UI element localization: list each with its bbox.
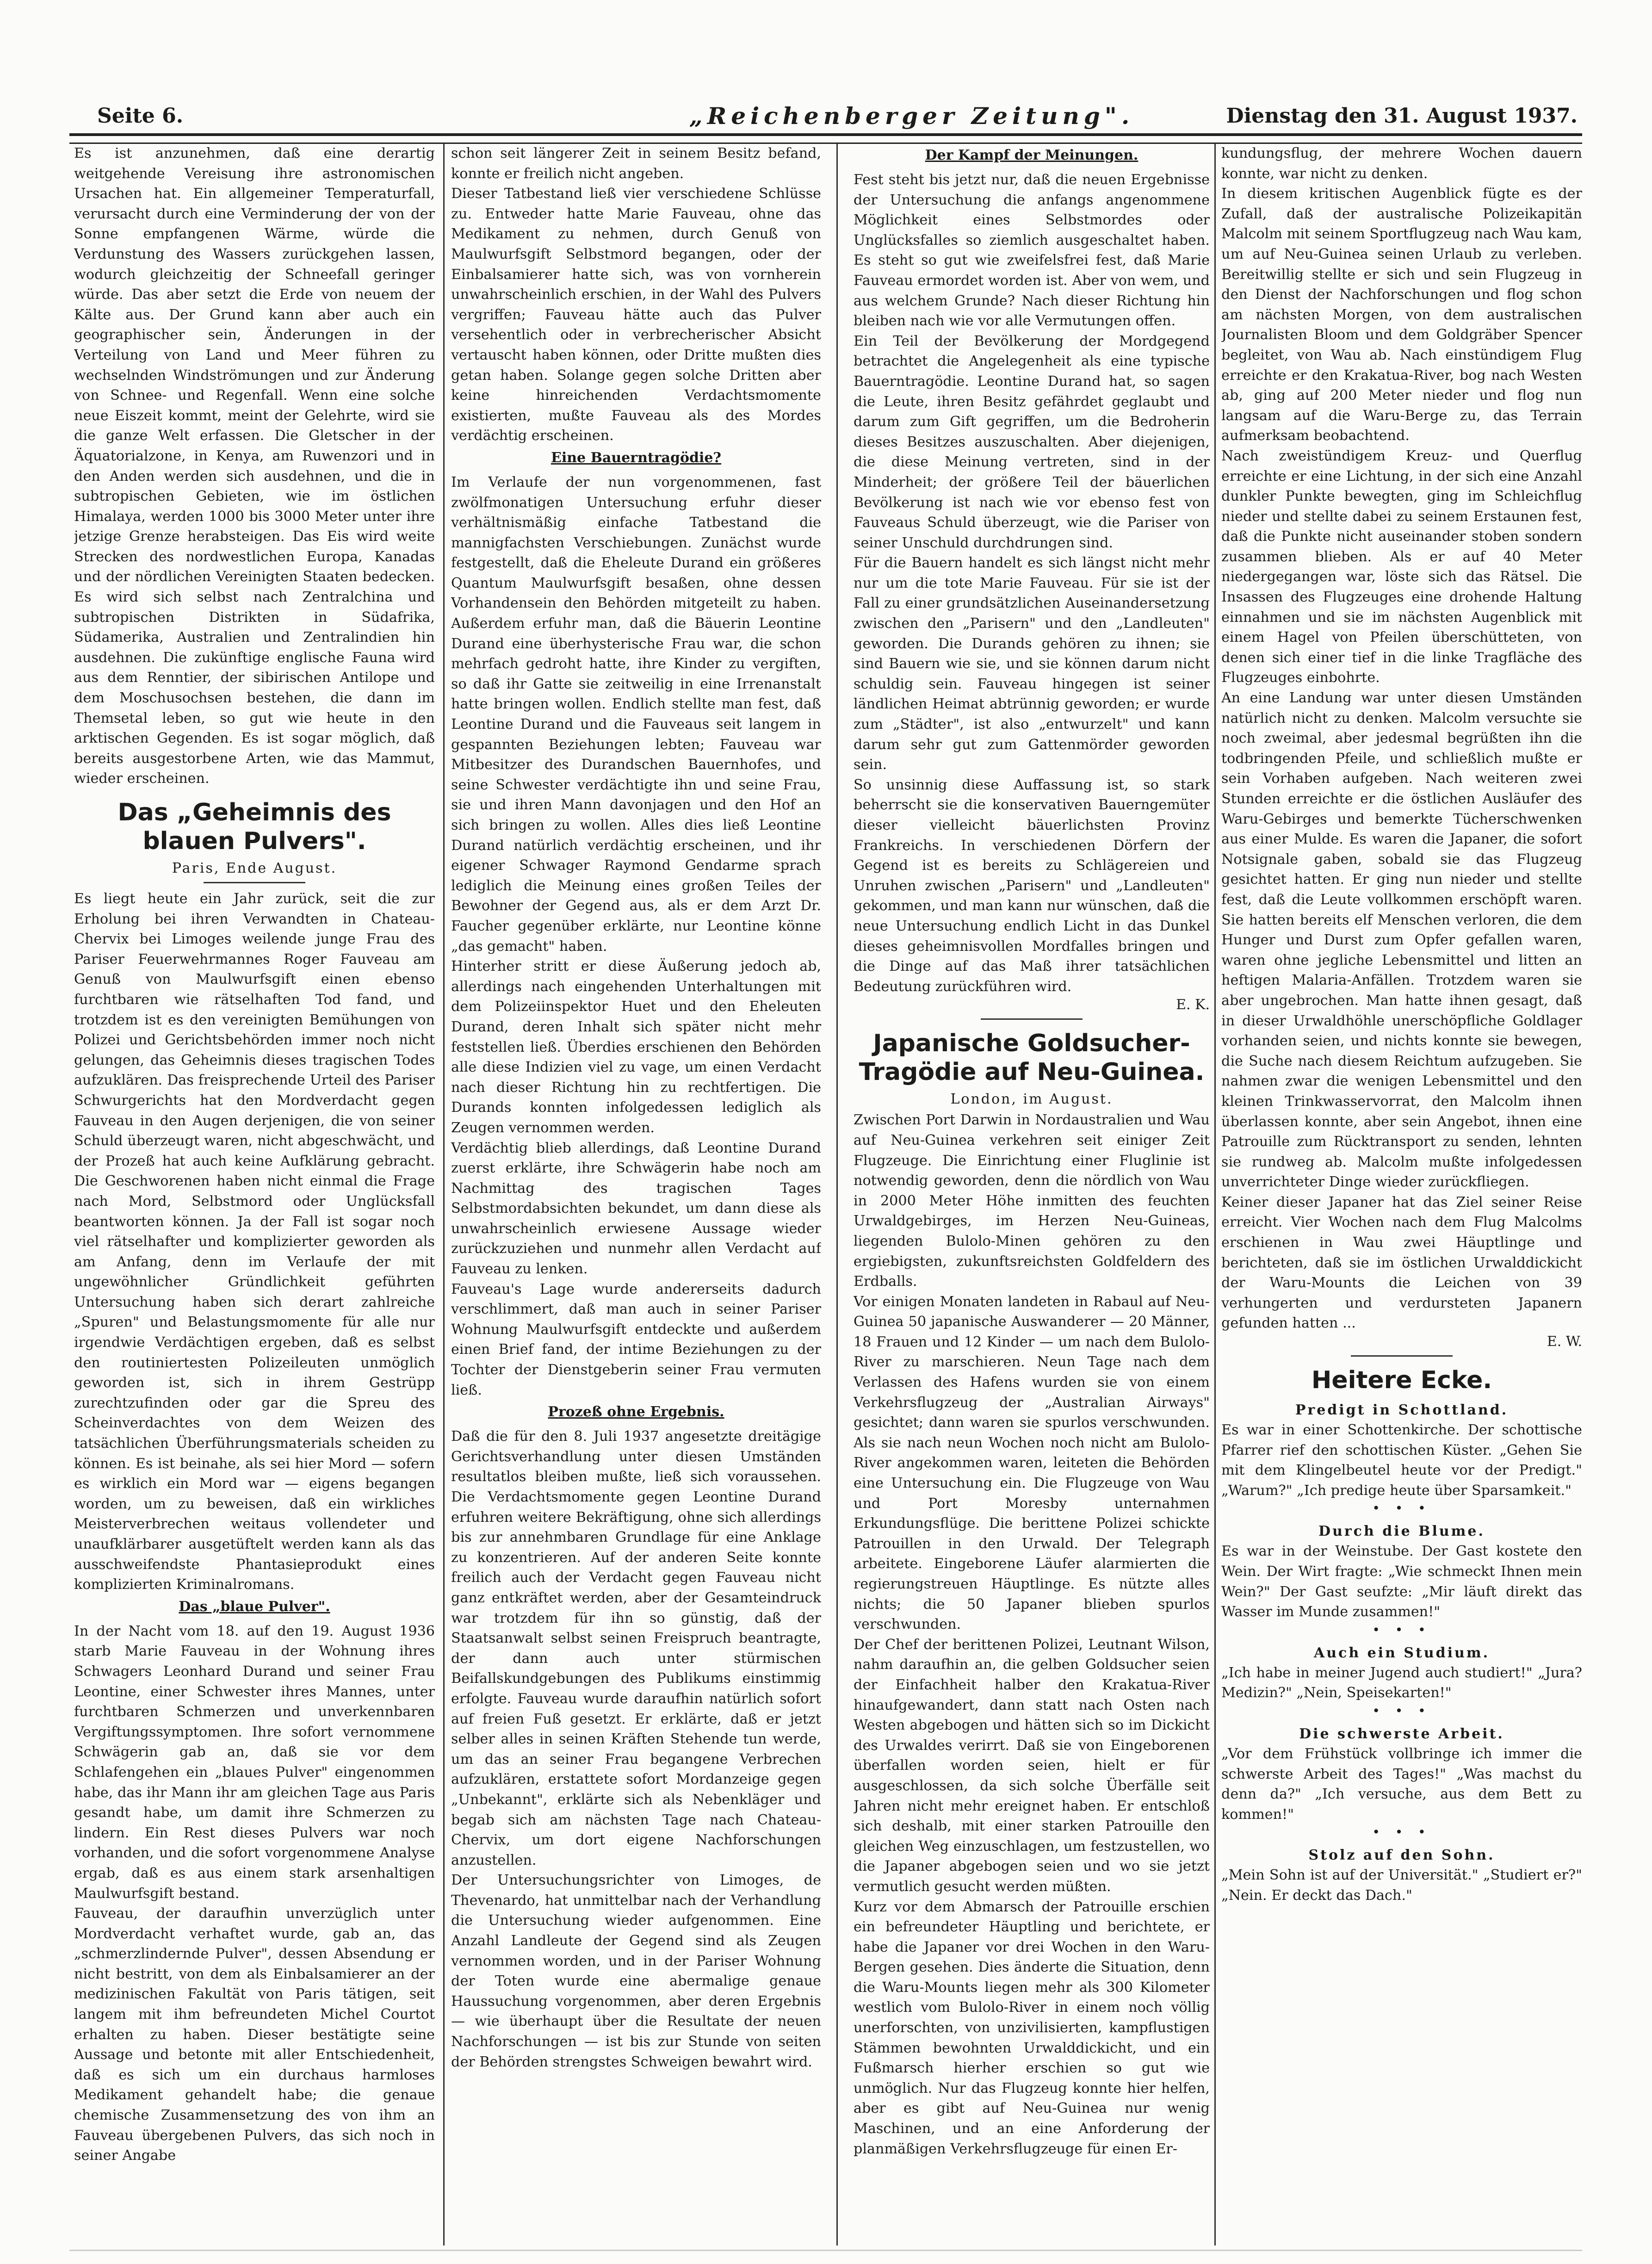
joke-title: Predigt in Schottland. <box>1295 1402 1509 1419</box>
author-signature: E. K. <box>1176 997 1210 1013</box>
article-paragraph: Es liegt heute ein Jahr zurück, seit die zur Erholung bei ihren Verwandten in Chateau-Chervix bei Limoges weilende junge Frau des Pariser Feuerwehrmannes Roger Fauveau am Genuß von Maulwurfsgift einen ebenso furchtbaren wie rätselhaften Tod fand, und trotzdem ist es den vereinigten Bemühungen von Polizei und Gerichtsbehörden immer noch nicht gelungen, das Geheimnis dieses tragischen Todes aufzuklären. Das freisprechende Urteil des Pariser Schwurgerichts hat den Mordverdacht gegen Fauveau in den Augen derjenigen, die von seiner Schuld überzeugt waren, nicht abgeschwächt, und der Prozeß hat auch keine Aufklärung gebracht. Die Geschworenen haben nicht einmal die Frage nach Mord, Selbstmord oder Unglücksfall beantworten können. Ja der Fall ist sogar noch viel rätselhafter und komplizierter geworden als am Anfang, denn im Verlaufe der mit ungewöhnlicher Gründlichkeit geführten Untersuchung haben sich derart zahlreiche „Spuren" und Belastungsmomente für alle nur irgendwie Verdächtigen ergeben, daß es selbst den routiniertesten Polizeileuten unmöglich geworden ist, sich in ihrem Gestrüpp zurechtzufinden oder gar die Spreu des Scheinverdachtes von dem Weizen des tatsächlichen Überführungsmaterials scheiden zu können. Es ist beinahe, als sei hier Mord — sofern es wirklich ein Mord war — eigens begangen worden, um zu beweisen, daß ein wirkliches Meisterverbrechen weitaus vollendeter und unaufklärbarer ausgetüftelt werden kann als das ausschweifendste Phantasieprodukt eines komplizierten Kriminalromans. <box>74 891 435 1593</box>
article-paragraph: Nach zweistündigem Kreuz- und Querflug erreichte er eine Lichtung, in der sich eine Anzahl dunkler Punkte bewegten, ging im Schleichflug nieder und stellte dabei zu seinem Erstaunen fest, daß die Punkte nicht auseinander stoben sondern zusammen blieben. Als er auf 40 Meter niedergegangen war, löste sich das Rätsel. Die Insassen des Flugzeuges eine drohende Haltung einnahmen und sie im nächsten Augenblick mit einem Hagel von Pfeilen überschütteten, von denen sich einer tief in die linke Tragfläche des Flugzeuges einbohrte. <box>1221 447 1582 686</box>
issue-date: Dienstag den 31. August 1937. <box>1226 104 1578 128</box>
article-paragraph: Fest steht bis jetzt nur, daß die neuen Ergebnisse der Untersuchung die anfangs angenommene Möglichkeit eines Selbstmordes oder Unglücksfalles so ziemlich ausgeschaltet haben. Es steht so gut wie zweifelsfrei fest, daß Marie Fauveau ermordet worden ist. Aber von wem, und aus welchem Grunde? Nach dieser Richtung hin bleiben nach wie vor alle Vermutungen offen. <box>854 172 1210 329</box>
article-paragraph: Im Verlaufe der nun vorgenommenen, fast zwölfmonatigen Untersuchung erfuhr dieser verhältnismäßig einfache Tatbestand die mannigfachsten Verschiebungen. Zunächst wurde festgestellt, daß die Eheleute Durand ein größeres Quantum Maulwurfsgift besaßen, ohne dessen Vorhandensein den Behörden mitgeteilt zu haben. Außerdem erfuhr man, daß die Bäuerin Leontine Durand eine überhysterische Frau war, die schon mehrfach gedroht hatte, ihre Kinder zu vergiften, so daß ihr Gatte sie zeitweilig in eine Irrenanstalt hatte bringen wollen. Endlich stellte man fest, daß Leontine Durand und die Fauveaus seit langem in gespannten Beziehungen lebten; Fauveau war Mitbesitzer des Durandschen Bauernhofes, und seine Schwester verdächtigte ihn und seine Frau, sie und ihren Mann davonjagen und den Hof an sich bringen zu wollen. Alles dies ließ Leontine Durand natürlich verdächtig erscheinen, und ihr eigener Schwager Raymond Gendarme sprach lediglich die Meinung eines großen Teiles der Bewohner der Gegend aus, als er dem Arzt Dr. Faucher gegenüber erklärte, nur Leontine könne „das gemacht" haben. <box>451 474 821 955</box>
article-paragraph: Der Chef der berittenen Polizei, Leutnant Wilson, nahm daraufhin an, die gelben Goldsucher seien der Einfachheit halber den Krakatua-River hinaufgewandert, dann statt nach Osten nach Westen abgebogen und hätten sich so im Dickicht des Urwaldes verirrt. Daß sie von Eingeborenen überfallen worden seien, hielt er für ausgeschlossen, da sich solche Überfälle seit Jahren nicht mehr ereignet haben. Er entschloß sich deshalb, mit einer starken Patrouille den gleichen Weg einzuschlagen, um festzustellen, wo die Japaner abgebogen seien und wo sie jetzt vermutlich gesucht werden müßten. <box>854 1636 1210 1895</box>
joke-title: Die schwerste Arbeit. <box>1299 1725 1504 1742</box>
article-paragraph: Hinterher stritt er diese Äußerung jedoch ab, allerdings nach eingehenden Unterhaltungen mit dem Polizeiinspektor Huet und den Eheleuten Durand, deren Inhalt sich später nicht mehr feststellen ließ. Überdies erschienen den Behörden alle diese Indizien viel zu vage, um einen Verdacht nach dieser Richtung hin zu rechtfertigen. Die Durands konnten infolgedessen lediglich als Zeugen vernommen werden. <box>451 958 821 1136</box>
article-paragraph: Verdächtig blieb allerdings, daß Leontine Durand zuerst erklärte, ihre Schwägerin habe noch am Nachmittag des tragischen Tages Selbstmordabsichten bekundet, um dann diese als unwahrscheinlich erwiesene Aussage wieder zurückzuziehen und nunmehr allen Verdacht auf Fauveau zu lenken. <box>451 1140 821 1278</box>
section-heading: Der Kampf der Meinungen. <box>925 147 1138 163</box>
column-2 <box>451 143 821 2245</box>
joke-separator: • • • <box>1372 1703 1431 1718</box>
article-paragraph: An eine Landung war unter diesen Umständen natürlich nicht zu denken. Malcolm versuchte sie noch zweimal, aber jedesmal begrüßten ihn die todbringenden Pfeile, und schließlich mußte er sein Vorhaben aufgeben. Nach weiteren zwei Stunden erreichte er die östlichen Ausläufer des Waru-Gebirges und bemerkte Tücherschwenken aus einer Mulde. Es waren die Japaner, die sofort Notsignale gaben, sobald sie das Flugzeug gesichtet hatten. Er ging nun nieder und stellte fest, daß die Leute vollkommen erschöpft waren. Sie hatten bereits elf Menschen verloren, die dem Hunger und Durst zum Opfer gefallen waren, waren ohne jegliche Lebensmittel und litten an heftigen Malaria-Anfällen. Trotzdem waren sie aber ungebrochen. Man hatte ihnen gesagt, daß in dieser Urwaldhöhle unerschöpfliche Goldlager vorhanden seien, und nichts konnte sie bewegen, die Suche nach diesem Reichtum aufzugeben. Sie nahmen zwar die wenigen Lebensmittel und den kleinen Trinkwasservorrat, den Malcolm ihnen überlassen konnte, aber sein Angebot, ihnen eine Patrouille zum Rücktransport zu senden, lehnten sie rundweg ab. Malcolm mußte infolgedessen unverrichteter Dinge wieder zurückfliegen. <box>1221 690 1582 1191</box>
joke-text: „Ich habe in meiner Jugend auch studiert!" „Jura? Medizin?" „Nein, Speisekarten!" <box>1221 1664 1582 1701</box>
section-headline: Heitere Ecke. <box>1311 1366 1492 1395</box>
joke-separator: • • • <box>1372 1501 1431 1516</box>
article-paragraph: Dieser Tatbestand ließ vier verschiedene Schlüsse zu. Entweder hatte Marie Fauveau, ohne das Medikament zu nehmen, durch Genuß von Maulwurfsgift Selbstmord begangen, oder der Einbalsamierer hatte sich, was von vornherein unwahrscheinlich erschien, in der Wahl des Pulvers vergriffen; Fauveau hätte auch das Pulver versehentlich oder in verbrecherischer Absicht vertauscht haben können, oder Dritte mußten dies getan haben. Solange gegen solche Dritten aber keine hinreichenden Verdachtsmomente existierten, mußte Fauveau als des Mordes verdächtig erscheinen. <box>451 186 821 444</box>
section-heading: Das „blaue Pulver". <box>179 1598 330 1615</box>
article-paragraph: Fauveau's Lage wurde andererseits dadurch verschlimmert, daß man auch in seiner Pariser Wohnung Maulwurfsgift entdeckte und außerdem einen Brief fand, der intime Beziehungen zu der Tochter der Dienstgeberin seiner Frau vermuten ließ. <box>451 1281 821 1398</box>
dateline: London, im August. <box>950 1091 1113 1108</box>
divider <box>981 1018 1083 1020</box>
section-heading: Eine Bauerntragödie? <box>551 449 722 466</box>
article-paragraph: Der Untersuchungsrichter von Limoges, de Thevenardo, hat unmittelbar nach der Verhandlung die Untersuchung wieder aufgenommen. Eine Anzahl Landleute der Gegend sind als Zeugen vernommen worden, und in der Pariser Wohnung der Toten wurde eine abermalige genaue Haussuchung vorgenommen, aber deren Ergebnis — wie überhaupt über die Resultate der neuen Nachforschungen — ist bis zur Stunde von seiten der Behörden strengstes Schweigen bewahrt wird. <box>451 1872 821 2070</box>
section-heading: Prozeß ohne Ergebnis. <box>548 1404 724 1420</box>
joke-title: Auch ein Studium. <box>1313 1644 1490 1661</box>
column-3 <box>854 143 1210 2245</box>
article-paragraph: Kurz vor dem Abmarsch der Patrouille erschien ein befreundeter Häuptling und berichtete, er habe die Japaner vor drei Wochen in den Waru-Bergen gesehen. Dies änderte die Situation, denn die Waru-Mounts liegen mehr als 300 Kilometer westlich vom Bulolo-River in einem noch völlig unerforschten, von unzivilisierten, kampflustigen Stämmen bewohnten Urwalddickicht, und ein Fußmarsch hierher erschien so gut wie unmöglich. Nur das Flugzeug konnte hier helfen, aber es gibt auf Neu-Guinea nur wenig Maschinen, und an eine Anforderung der planmäßigen Verkehrsflugzeuge für einen Er- <box>854 1898 1210 2157</box>
joke-separator: • • • <box>1372 1824 1431 1840</box>
article-paragraph: In diesem kritischen Augenblick fügte es der Zufall, daß der australische Polizeikapitän Malcolm mit seinem Sportflugzeug nach Wau kam, um auf Neu-Guinea seinen Urlaub zu verleben. Bereitwillig stellte er sich und sein Flugzeug in den Dienst der Nachforschungen und flog schon am nächsten Morgen, von dem australischen Journalisten Bloom und dem Goldgräber Spencer begleitet, von Wau ab. Nach einstündigem Flug erreichte er den Krakatua-River, bog nach Westen ab, ging auf 200 Meter nieder und flog nun langsam auf die Waru-Berge zu, das Terrain aufmerksam beobachtend. <box>1221 186 1582 444</box>
author-signature: E. W. <box>1547 1334 1582 1350</box>
article-paragraph: Daß die für den 8. Juli 1937 angesetzte dreitägige Gerichtsverhandlung unter diesen Umständen resultatlos bleiben mußte, ließ sich voraussehen. Die Verdachtsmomente gegen Leontine Durand erfuhren weitere Bekräftigung, ohne sich allerdings bis zur annehmbaren Grundlage für eine Anklage zu konzentrieren. Auf der anderen Seite konnte freilich auch der Verdacht gegen Fauveau nicht ganz entkräftet werden, aber der Gesamteindruck war trotzdem für ihn so günstig, daß der Staatsanwalt selbst seinen Freispruch beantragte, der dann auch unter stürmischen Beifallskundgebungen des Publikums einstimmig erfolgte. Fauveau wurde daraufhin natürlich sofort auf freien Fuß gesetzt. Er erklärte, daß er jetzt selber alles in seinen Kräften Stehende tun werde, um das an seiner Frau begangene Verbrechen aufzuklären, erstattete sofort Mordanzeige gegen „Unbekannt", erklärte sich als Nebenkläger und begab sich am nächsten Tage nach Chateau-Chervix, um dort eigene Nachforschungen anzustellen. <box>451 1428 821 1868</box>
article-headline: Japanische Goldsucher-Tragödie auf Neu-Guinea. <box>859 1030 1205 1086</box>
divider <box>204 882 305 883</box>
article-headline: Das „Geheimnis des blauen Pulvers". <box>118 799 391 855</box>
column-divider <box>836 143 838 2245</box>
article-paragraph: In der Nacht vom 18. auf den 19. August 1936 starb Marie Fauveau in der Wohnung ihres Schwagers Leonhard Durand und seiner Frau Leontine, einer Schwester ihres Mannes, unter furchtbaren Schmerzen und unverkennbaren Vergiftungssymptomen. Ihre sofort vernommene Schwägerin gab an, daß sie vor dem Schlafengehen ein „blaues Pulver" eingenommen habe, das ihr Mann ihr am gleichen Tage aus Paris gesandt habe, um damit ihre Schmerzen zu lindern. Ein Rest dieses Pulvers war noch vorhanden, und die sofort vorgenommene Analyse ergab, daß es aus einem stark arsenhaltigen Maulwurfsgift bestand. <box>74 1623 435 1902</box>
joke-title: Stolz auf den Sohn. <box>1308 1847 1495 1864</box>
column-divider <box>443 143 445 2245</box>
page-bottom-rule <box>69 2250 1582 2251</box>
dateline: Paris, Ende August. <box>172 860 337 876</box>
masthead <box>69 99 1582 132</box>
masthead-rule <box>69 133 1582 144</box>
joke-title: Durch die Blume. <box>1318 1523 1485 1540</box>
column-divider <box>1214 143 1216 2245</box>
page-number: Seite 6. <box>97 104 184 128</box>
joke-text: Es war in einer Schottenkirche. Der schottische Pfarrer rief den schottischen Küster. „Gehen Sie mit dem Klingelbeutel heute vor der Predigt." „Warum?" „Ich predige heute über Sparsamkeit." <box>1221 1422 1582 1499</box>
article-paragraph: kundungsflug, der mehrere Wochen dauern konnte, war nicht zu denken. <box>1221 145 1582 182</box>
column-1 <box>74 143 435 2245</box>
article-paragraph: Ein Teil der Bevölkerung der Mordgegend betrachtet die Angelegenheit als eine typische Bauerntragödie. Leontine Durand hat, so sagen die Leute, ihren Besitz gefährdet geglaubt und darum zum Gift gegriffen, um die Bedroherin dieses Besitzes auszuschalten. Aber diejenigen, die diese Meinung vertreten, sind in der Minderheit; der größere Teil der bäuerlichen Bevölkerung ist nach wie vor ebenso fest von Fauveaus Schuld überzeugt, wie die Pariser von seiner Unschuld durchdrungen sind. <box>854 333 1210 551</box>
newspaper-title: „Reichenberger Zeitung". <box>689 102 1134 130</box>
divider <box>1351 1355 1453 1357</box>
article-paragraph: Fauveau, der daraufhin unverzüglich unter Mordverdacht verhaftet wurde, gab an, das „schmerzlindernde Pulver", dessen Absendung er nicht bestritt, von dem als Einbalsamierer an der medizinischen Fakultät von Paris tätigen, seit langem mit ihm befreundeten Michel Courtot erhalten zu haben. Dieser bestätigte seine Aussage und betonte mit aller Entschiedenheit, daß es sich um ein durchaus harmloses Medikament gehandelt habe; die genaue chemische Zusammensetzung des von ihm an Fauveau übergebenen Pulvers, das sich noch in seiner Angabe <box>74 1905 435 2164</box>
article-paragraph: Es ist anzunehmen, daß eine derartig weitgehende Vereisung ihre astronomischen Ursachen hat. Ein allgemeiner Temperaturfall, verursacht durch eine Verminderung der von der Sonne empfangenen Wärme, würde die Verdunstung des Wassers zurückgehen lassen, wodurch gleichzeitig der Schneefall geringer würde. Das aber setzt die Erde von neuem der Kälte aus. Der Grund kann aber auch ein geographischer sein, Änderungen in der Verteilung von Land und Meer führen zu wechselnden Windströmungen und zur Änderung von Schnee- und Regenfall. Wenn eine solche neue Eiszeit kommt, meint der Gelehrte, wird sie die ganze Welt erfassen. Die Gletscher in der Äquatorialzone, in Kenya, am Ruwenzori und in den Anden werden sich ausdehnen, und die in subtropischen Gebieten, wie im östlichen Himalaya, werden 1000 bis 3000 Meter unter ihre jetzige Grenze herabsteigen. Das Eis wird weite Strecken des nordwestlichen Europa, Kanadas und der nördlichen Vereinigten Staaten bedecken. Es wird sich selbst nach Zentralchina und subtropischen Distrikten in Südafrika, Südamerika, Australien und Zentralindien hin ausdehnen. Die zukünftige englische Fauna wird aus dem Renntier, der sibirischen Antilope und dem Moschusochsen bestehen, die dann im Themsetal leben, so gut wie heute in den arktischen Gegenden. Es ist sogar möglich, daß bereits ausgestorbene Arten, wie das Mammut, wieder erscheinen. <box>74 145 435 787</box>
article-paragraph: schon seit längerer Zeit in seinem Besitz befand, konnte er freilich nicht angeben. <box>451 145 821 182</box>
joke-separator: • • • <box>1372 1622 1431 1638</box>
article-paragraph: Keiner dieser Japaner hat das Ziel seiner Reise erreicht. Vier Wochen nach dem Flug Malcolms erschienen in Wau zwei Häuptlinge und berichteten, daß sie im östlichen Urwalddickicht der Waru-Mounts die Leichen von 39 verhungerten und verdursteten Japanern gefunden hatten ... <box>1221 1194 1582 1332</box>
article-paragraph: Vor einigen Monaten landeten in Rabaul auf Neu-Guinea 50 japanische Auswanderer — 20 Männer, 18 Frauen und 12 Kinder — um nach dem Bulolo-River zu marschieren. Neun Tage nach dem Verlassen des Hafens wurden sie von einem Verkehrsflugzeug der „Australian Airways" gesichtet; dann waren sie spurlos verschwunden. Als sie nach neun Wochen noch nicht am Bulolo-River angekommen waren, leiteten die Behörden eine Untersuchung ein. Die Flugzeuge von Wau und Port Moresby unternahmen Erkundungsflüge. Die berittene Polizei schickte Patrouillen in den Urwald. Der Telegraph arbeitete. Eingeborene Läufer alarmierten die regierungstreuen Häuptlinge. Es nützte alles nichts; die 50 Japaner blieben spurlos verschwunden. <box>854 1293 1210 1633</box>
article-paragraph: So unsinnig diese Auffassung ist, so stark beherrscht sie die konservativen Bauerngemüter dieser vielleicht bäuerlichsten Provinz Frankreichs. In verschiedenen Dörfern der Gegend ist es bereits zu Schlägereien und Unruhen zwischen „Parisern" und „Landleuten" gekommen, und man kann nur wünschen, daß die neue Untersuchung endlich Licht in das Dunkel dieses geheimnisvollen Mordfalles bringen und die Dinge auf das Maß ihrer tatsächlichen Bedeutung zurückführen wird. <box>854 776 1210 995</box>
joke-text: „Mein Sohn ist auf der Universität." „Studiert er?" „Nein. Er deckt das Dach." <box>1221 1867 1582 1904</box>
article-paragraph: Zwischen Port Darwin in Nordaustralien und Wau auf Neu-Guinea verkehren seit einiger Zeit Flugzeuge. Die Einrichtung einer Fluglinie ist notwendig geworden, denn die nördlich von Wau in 2000 Meter Höhe inmitten des feuchten Urwaldgebirges, im Herzen Neu-Guineas, liegenden Bulolo-Minen gehören zu den ergiebigsten, zukunftsreichsten Goldfeldern des Erdballs. <box>854 1112 1210 1290</box>
column-4 <box>1221 143 1582 2245</box>
joke-text: „Vor dem Frühstück vollbringe ich immer die schwerste Arbeit des Tages!" „Was machst du denn da?" „Ich versuche, aus dem Bett zu kommen!" <box>1221 1745 1582 1823</box>
article-paragraph: Für die Bauern handelt es sich längst nicht mehr nur um die tote Marie Fauveau. Für sie ist der Fall zu einer grundsätzlichen Auseinandersetzung zwischen den „Parisern" und den „Landleuten" geworden. Die Durands gehören zu ihnen; sie sind Bauern wie sie, und sie können darum nicht schuldig sein. Fauveau hingegen ist seiner ländlichen Heimat abtrünnig geworden; er wurde zum „Städter", ist also „entwurzelt" und kann darum sehr gut zum Gattenmörder geworden sein. <box>854 555 1210 773</box>
joke-text: Es war in der Weinstube. Der Gast kostete den Wein. Der Wirt fragte: „Wie schmeckt Ihnen mein Wein?" Der Gast seufzte: „Mir läuft direkt das Wasser im Munde zusammen!" <box>1221 1543 1582 1620</box>
